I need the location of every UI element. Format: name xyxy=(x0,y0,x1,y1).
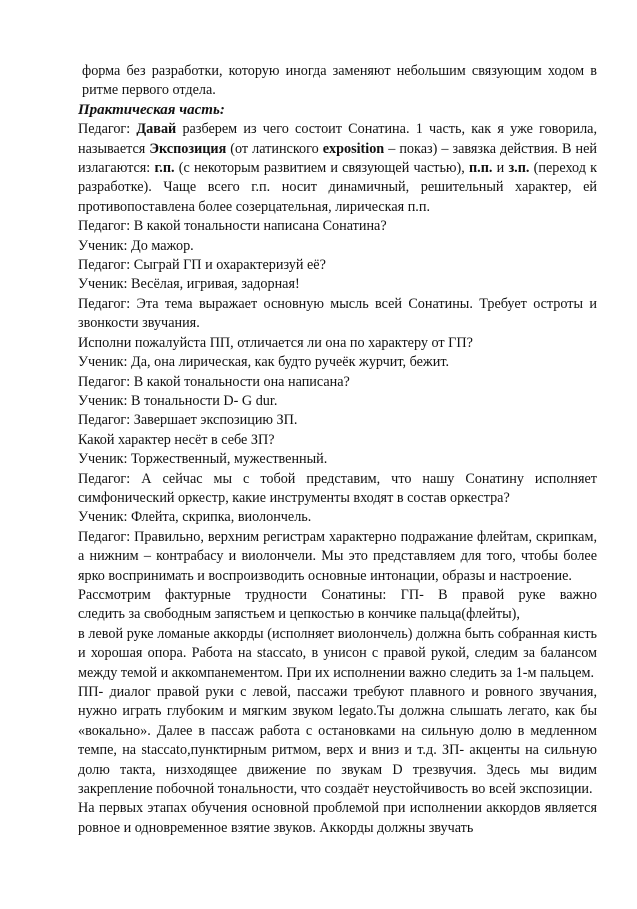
dialogue-line: Ученик: Флейта, скрипка, виолончель. xyxy=(78,509,312,526)
dialogue-line: Педагог: Завершает экспозицию ЗП. xyxy=(78,412,298,429)
dialogue-line: Ученик: Да, она лирическая, как будто ручеёк журчит, бежит. xyxy=(78,354,450,371)
text-run: (с некоторым развитием и связующей частью), xyxy=(174,160,469,177)
term-exposition-ru: Экспозиция xyxy=(149,140,227,157)
term-gp: г.п. xyxy=(154,160,175,177)
paragraph-chords: На первых этапах обучения основной проблемой при исполнении аккордов является ровное и одновременное взятие звуков. Аккорды должны звучать xyxy=(78,800,597,836)
dialogue-line: Педагог: А сейчас мы с тобой представим, что нашу Сонатину исполняет симфонический оркестр, какие инструменты входят в состав оркестра? xyxy=(78,470,597,506)
dialogue-line: Ученик: В тональности D- G dur. xyxy=(78,392,278,409)
term-zp: з.п. xyxy=(508,160,530,177)
term-exposition-lat: exposition xyxy=(322,140,385,157)
dialogue-line: Исполни пожалуйста ПП, отличается ли она по характеру от ГП? xyxy=(78,334,473,351)
section-heading: Практическая часть: xyxy=(78,101,225,118)
text-run: – показ) – завязка действия. В ней излагаются: xyxy=(78,140,597,177)
paragraph-texture: в левой руке ломаные аккорды (исполняет виолончель) должна быть собранная кисть и хорошая опора. Работа на staccato, в унисон с правой рукой, следим за балансом между темой и аккомпанементом. При их исполнении важно следить за 1-м пальцем. xyxy=(78,625,597,681)
text-run: разберем из чего состоит Сонатина. 1 часть, как я уже говорила, называется xyxy=(78,121,597,157)
dialogue-line: Ученик: До мажор. xyxy=(78,237,194,254)
dialogue-line: Педагог: В какой тональности написана Сонатина? xyxy=(78,218,387,235)
paragraph-texture: следить за свободным запястьем и цепкостью в кончике пальца(флейты), xyxy=(78,606,520,623)
dialogue-line: Педагог: В какой тональности она написана? xyxy=(78,373,350,390)
paragraph-teacher-exposition xyxy=(78,120,597,217)
dialogue-line: Ученик: Торжественный, мужественный. xyxy=(78,451,328,468)
bold-word-davay: Давай xyxy=(136,121,177,138)
text-run: (от латинского xyxy=(226,140,323,157)
dialogue-line: Ученик: Весёлая, игривая, задорная! xyxy=(78,276,300,293)
paragraph-pp-zp: ПП- диалог правой руки с левой, пассажи требуют плавного и ровного звучания, нужно играть глубоким и мягким звуком legato.Ты должна слышать легато, как бы «вокально». Далее в пассаж работа с остановками на сильную долю в медленном темпе, на staccato,пунктирным ритмом, верх и вниз и т.д. ЗП- акценты на сильную долю такта, низходящее движение по звукам D трезвучия. Здесь мы видим закрепление побочной тональности, что создаёт неустойчивость во всей экспозиции. xyxy=(78,684,597,798)
dialogue-line: Педагог: Сыграй ГП и охарактеризуй её? xyxy=(78,257,326,274)
speaker-label: Педагог: xyxy=(78,121,137,138)
paragraph-intro: форма без разработки, которую иногда заменяют небольшим связующим ходом в ритме первого отдела. xyxy=(82,63,597,99)
paragraph-texture: Рассмотрим фактурные трудности Сонатины: ГП- В правой руке важно xyxy=(78,586,597,603)
dialogue-line: Педагог: Эта тема выражает основную мысль всей Сонатины. Требует остроты и звонкости звучания. xyxy=(78,295,597,332)
dialogue-line: Педагог: Правильно, верхним регистрам характерно подражание флейтам, скрипкам, а нижним – контрабасу и виолончели. Мы это представляем для того, чтобы более ярко воспринимать и воспроизводить основные интонации, образы и настроение. xyxy=(78,528,597,584)
text-run: и xyxy=(492,160,509,177)
term-pp: п.п. xyxy=(469,160,493,177)
dialogue-line: Какой характер несёт в себе ЗП? xyxy=(78,431,275,448)
text-run: (переход к разработке). Чаще всего г.п. носит динамичный, решительный характер, ей противопоставлена более созерцательная, лирическая п.п. xyxy=(78,160,597,215)
